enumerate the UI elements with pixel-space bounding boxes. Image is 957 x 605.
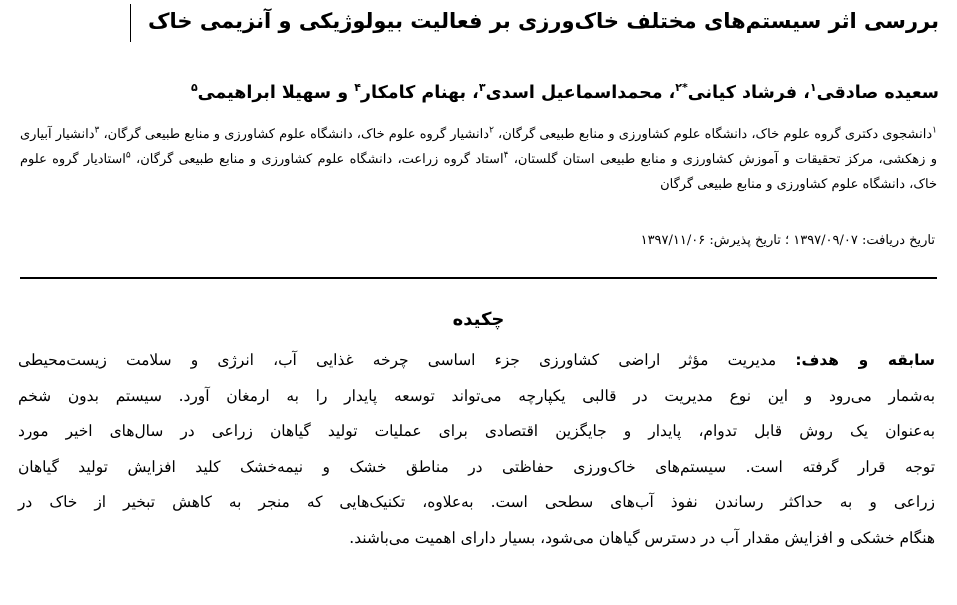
paper-title: بررسی اثر سیستم‌های مختلف خاک‌ورزی بر فعالیت بیولوژیکی و آنزیمی خاک bbox=[148, 9, 939, 33]
abstract-body bbox=[18, 343, 935, 556]
affiliation-mark: ۱ bbox=[932, 125, 937, 136]
abstract-line: زراعی و به حداکثر رساندن نفوذ آب‌های سطحی است. به‌علاوه، تکنیک‌هایی که منجر به کاهش تبخیر از خاک در bbox=[18, 493, 935, 511]
author-affiliation-mark: ۴ bbox=[354, 81, 361, 95]
affiliation-mark: ۴ bbox=[503, 150, 509, 161]
affiliation-text: استاد گروه زراعت، دانشگاه علوم کشاورزی و منابع طبیعی گرگان، bbox=[136, 152, 504, 167]
author-affiliation-mark: ۳ bbox=[478, 81, 486, 95]
author-conjunction: و bbox=[331, 83, 355, 103]
author-separator: ، bbox=[797, 83, 810, 103]
author-separator: ، bbox=[466, 83, 479, 103]
affiliation-text: دانشجوی دکتری گروه علوم خاک، دانشگاه علوم کشاورزی و منابع طبیعی گرگان، bbox=[498, 127, 933, 142]
author-name: سهیلا ابراهیمی bbox=[197, 83, 332, 103]
author-affiliation-mark: ۵ bbox=[190, 81, 198, 95]
author-name: بهنام کامکار bbox=[360, 83, 467, 103]
affiliation-mark: ۵ bbox=[125, 150, 131, 161]
abstract-section-label: سابقه و هدف: bbox=[795, 351, 935, 369]
author-separator: ، bbox=[662, 83, 676, 103]
author-affiliation-mark: *۲ bbox=[675, 81, 688, 95]
affiliation-text: دانشیار گروه علوم خاک، دانشگاه علوم کشاورزی و منابع طبیعی گرگان، bbox=[103, 127, 490, 142]
affiliation-text: استادیار گروه علوم خاک، دانشگاه علوم کشاورزی و منابع طبیعی گرگان bbox=[20, 152, 937, 192]
affiliations bbox=[20, 122, 937, 197]
author-name: محمداسماعیل اسدی bbox=[485, 83, 663, 103]
abstract-line: هنگام خشکی و افزایش مقدار آب در دسترس گیاهان می‌شود، بسیار دارای اهمیت می‌باشند. bbox=[349, 528, 935, 547]
affiliation-mark: ۳ bbox=[94, 125, 100, 136]
author-list bbox=[20, 78, 939, 108]
abstract-heading: چکیده bbox=[452, 309, 505, 330]
header-divider bbox=[20, 277, 937, 279]
abstract-line: سابقه و هدف: مدیریت مؤثر اراضی کشاورزی جزء اساسی چرخه غذایی آب، انرژی و سلامت زیست‌محیطی bbox=[18, 351, 935, 369]
title-block bbox=[130, 4, 939, 42]
author-name: سعیده صادقی bbox=[816, 83, 939, 103]
affiliation-mark: ۲ bbox=[489, 125, 494, 136]
affiliation-text: دانشیار آبیاری و زهکشی، مرکز تحقیقات و آموزش کشاورزی و منابع طبیعی استان گلستان، bbox=[20, 127, 937, 167]
author-affiliation-mark: ۱ bbox=[809, 81, 817, 95]
author-name: فرشاد کیانی bbox=[687, 83, 798, 103]
abstract-line: توجه قرار گرفته است. سیستم‌های خاک‌ورزی حفاظتی در مناطق خشک و نیمه‌خشک کلید افزایش تولید گیاهان bbox=[18, 457, 935, 476]
abstract-line: به‌شمار می‌رود و این نوع مدیریت در قالبی یکپارچه می‌تواند توسعه پایدار را به ارمغان آورد. سیستم بدون شخم bbox=[18, 386, 935, 405]
received-accepted-dates: تاریخ دریافت: ۱۳۹۷/۰۹/۰۷ ؛ تاریخ پذیرش: ۱۳۹۷/۱۱/۰۶ bbox=[640, 233, 935, 248]
abstract-line: به‌عنوان یک روش قابل تدوام، پایدار و جایگزین اقتصادی برای عملیات تولید گیاهان زراعی در سال‌های اخیر مورد bbox=[18, 422, 935, 440]
